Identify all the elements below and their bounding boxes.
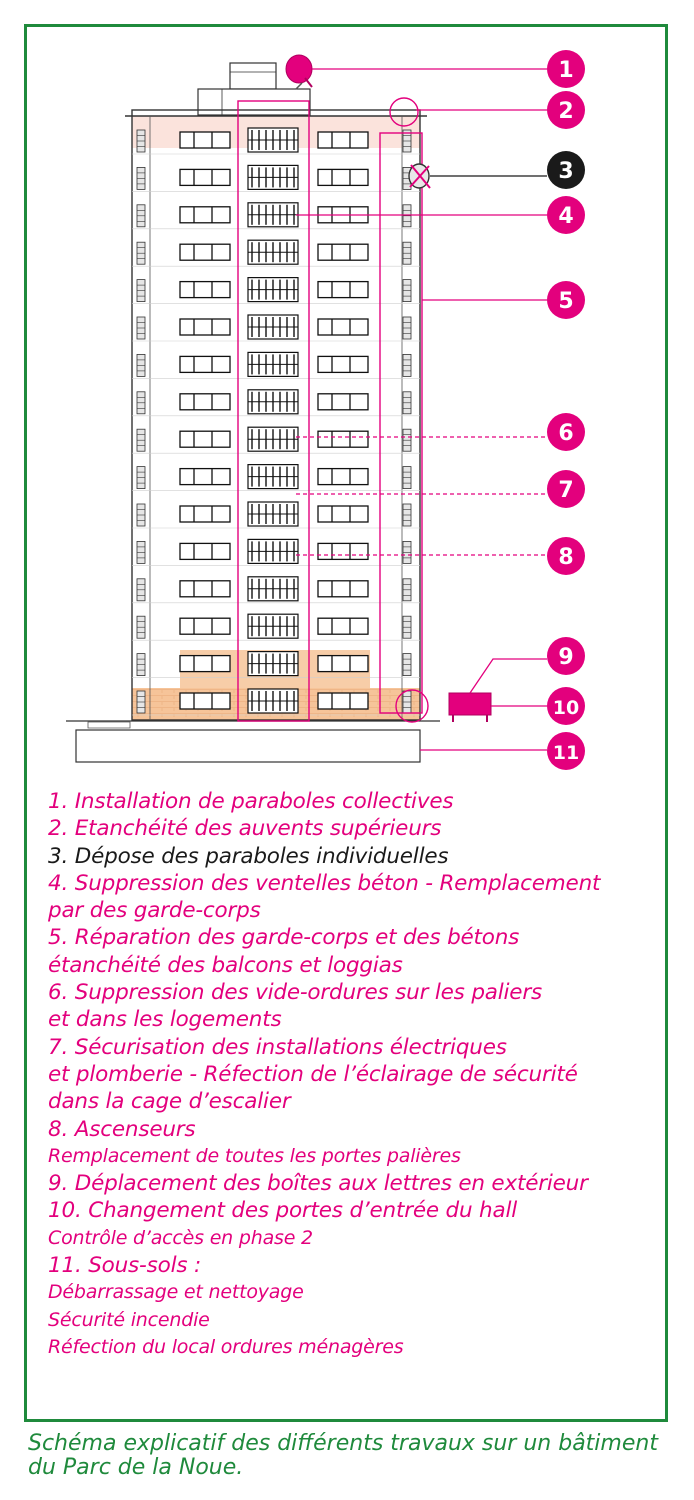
- works-legend: [48, 788, 658, 1361]
- legend-item-7: 7. Sécurisation des installations électriques: [48, 1034, 507, 1060]
- marker-7: [547, 470, 585, 508]
- legend-item-11-detail-1: Débarrassage et nettoyage: [48, 1281, 304, 1304]
- satellite-dish-collective: [286, 55, 312, 89]
- legend-item-6-cont: et dans les logements: [48, 1007, 282, 1033]
- marker-label-5: 5: [558, 289, 574, 314]
- legend-item-3: 3. Dépose des paraboles individuelles: [48, 843, 449, 869]
- marker-label-9: 9: [558, 645, 574, 670]
- marker-label-8: 8: [558, 545, 574, 570]
- marker-3: [547, 151, 585, 189]
- individual-dish: [409, 164, 430, 188]
- marker-8: [547, 537, 585, 575]
- marker-1: [547, 50, 585, 88]
- legend-item-2: 2. Etanchéité des auvents supérieurs: [48, 816, 442, 842]
- number-markers: [547, 50, 585, 770]
- marker-label-11: 11: [552, 742, 580, 764]
- legend-item-8-detail: Remplacement de toutes les portes palières: [48, 1144, 461, 1167]
- marker-label-4: 4: [558, 204, 574, 229]
- legend-item-5: 5. Réparation des garde-corps et des bétons: [48, 925, 520, 951]
- legend-item-10-detail: Contrôle d’accès en phase 2: [48, 1226, 313, 1249]
- marker-9: [547, 637, 585, 675]
- marker-label-2: 2: [558, 99, 574, 124]
- legend-item-7-cont2: dans la cage d’escalier: [48, 1089, 291, 1115]
- legend-item-9: 9. Déplacement des boîtes aux lettres en extérieur: [48, 1171, 588, 1197]
- legend-item-4: 4. Suppression des ventelles béton - Remplacement: [48, 870, 601, 896]
- legend-item-5-cont: étanchéité des balcons et loggias: [48, 952, 403, 978]
- legend-item-4-cont: par des garde-corps: [48, 898, 261, 924]
- legend-item-1: 1. Installation de paraboles collectives: [48, 789, 454, 814]
- marker-2: [547, 91, 585, 129]
- basement: [66, 721, 440, 762]
- marker-label-6: 6: [558, 421, 574, 446]
- figure-caption: Schéma explicatif des différents travaux sur un bâtiment du Parc de la Noue.: [28, 1431, 658, 1480]
- legend-item-10: 10. Changement des portes d’entrée du hall: [48, 1198, 517, 1224]
- marker-label-10: 10: [552, 697, 580, 719]
- legend-item-6: 6. Suppression des vide-ordures sur les paliers: [48, 980, 542, 1006]
- marker-10: [547, 687, 585, 725]
- legend-item-11: 11. Sous-sols :: [48, 1253, 202, 1279]
- mailbox-unit: [449, 693, 491, 722]
- legend-item-7-cont: et plomberie - Réfection de l’éclairage de sécurité: [48, 1061, 578, 1087]
- marker-label-7: 7: [558, 478, 574, 503]
- legend-item-8: 8. Ascenseurs: [48, 1116, 196, 1142]
- marker-4: [547, 196, 585, 234]
- marker-6: [547, 413, 585, 451]
- legend-item-11-detail-2: Sécurité incendie: [48, 1308, 210, 1331]
- marker-5: [547, 281, 585, 319]
- legend-item-11-detail-3: Réfection du local ordures ménagères: [48, 1335, 404, 1358]
- marker-label-1: 1: [558, 58, 574, 83]
- marker-11: [547, 732, 585, 770]
- marker-label-3: 3: [558, 159, 574, 184]
